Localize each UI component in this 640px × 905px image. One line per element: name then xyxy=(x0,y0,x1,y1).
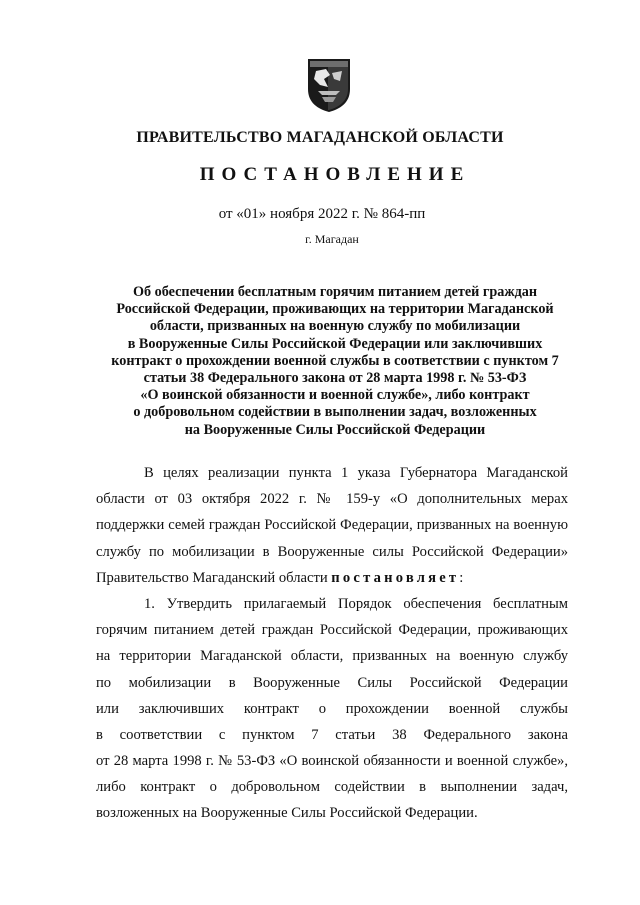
title-line: области, призванных на военную службу по мобилизации xyxy=(149,318,521,335)
title-line: о добровольном содействии в выполнении задач, возложенных xyxy=(133,404,537,421)
body-line: или заключивших контракт о прохождении военной службы xyxy=(96,700,568,717)
body-line: горячим питанием детей граждан Российской Федерации, проживающих xyxy=(96,622,568,639)
body-line: по мобилизации в Вооруженные Силы Российской Федерации xyxy=(96,674,568,691)
body-line: на территории Магаданской области, призванных на военную службу xyxy=(96,648,568,665)
body-line: от 28 марта 1998 г. № 53-ФЗ «О воинской обязанности и военной службе», xyxy=(96,753,568,770)
body-line: либо контракт о добровольном содействии в выполнении задач, xyxy=(96,779,568,796)
government-name: ПРАВИТЕЛЬСТВО МАГАДАНСКОЙ ОБЛАСТИ xyxy=(136,129,504,146)
body-line: области от 03 октября 2022 г. № 159-у «О дополнительных мерах xyxy=(96,491,568,508)
body-line: в соответствии с пунктом 7 статьи 38 Федерального закона xyxy=(96,726,568,743)
body-line: службу по мобилизации в Вооруженные силы Российской Федерации» xyxy=(96,543,568,560)
resolution-title xyxy=(95,284,575,439)
city: г. Магадан xyxy=(305,232,359,246)
colon: : xyxy=(459,569,464,586)
resolution-body xyxy=(96,460,568,827)
body-line: 1. Утвердить прилагаемый Порядок обеспечения бесплатным xyxy=(144,595,568,612)
body-line: возложенных на Вооруженные Силы Российской Федерации. xyxy=(96,805,478,822)
date-and-number: от «01» ноября 2022 г. № 864-пп xyxy=(218,206,426,222)
body-line: В целях реализации пункта 1 указа Губернатора Магаданской xyxy=(144,465,568,481)
title-line: Об обеспечении бесплатным горячим питанием детей граждан xyxy=(132,284,538,300)
title-line: на Вооруженные Силы Российской Федерации xyxy=(184,421,486,438)
body-line-resolving xyxy=(96,565,568,591)
resolves-keyword: постановляет xyxy=(331,569,460,586)
document-type: ПОСТАНОВЛЕНИЕ xyxy=(199,164,471,185)
title-line: контракт о прохождении военной службы в соответствии с пунктом 7 xyxy=(111,352,559,369)
body-line: поддержки семей граждан Российской Федерации, призванных на военную xyxy=(96,517,568,534)
title-line: статьи 38 Федерального закона от 28 марта 1998 г. № 53-ФЗ xyxy=(143,370,527,387)
government-phrase: Правительство Магаданский области xyxy=(96,569,332,586)
title-line: «О воинской обязанности и военной службе», либо контракт xyxy=(140,387,530,404)
magadan-coat-of-arms-icon xyxy=(306,57,352,113)
title-line: в Вооруженные Силы Российской Федерации или заключивших xyxy=(127,335,543,352)
title-line: Российской Федерации, проживающих на территории Магаданской xyxy=(116,301,554,318)
